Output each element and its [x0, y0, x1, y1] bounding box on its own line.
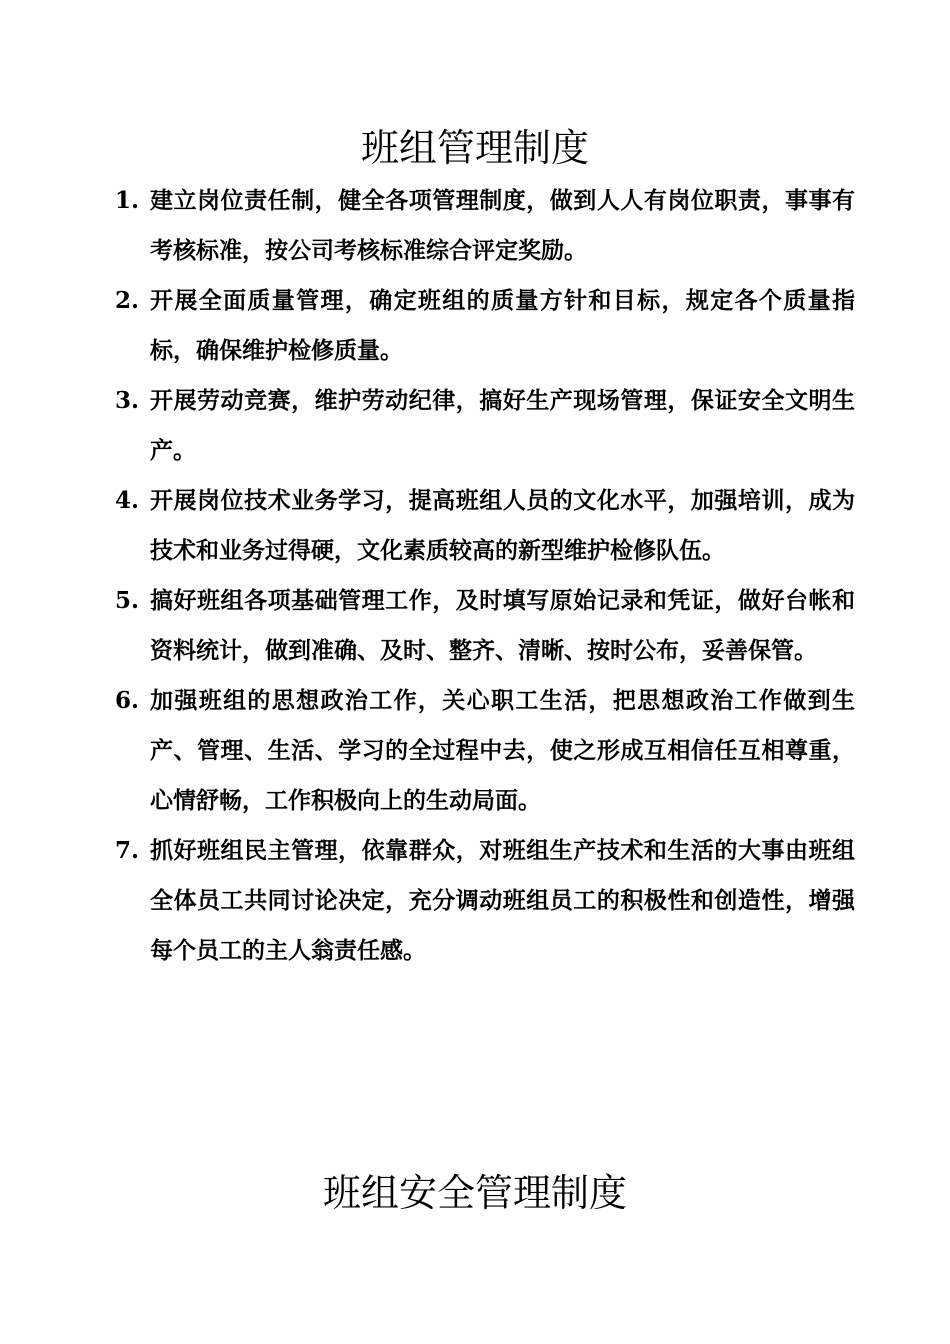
list-item — [115, 276, 855, 376]
list-item-text: 抓好班组民主管理，依靠群众，对班组生产技术和生活的大事由班组全体员工共同讨论决定，充分调动班组员工的积极性和创造性，增强每个员工的主人翁责任感。 — [150, 837, 855, 964]
list-item-number: 5. — [115, 587, 140, 614]
list-item-text: 开展劳动竞赛，维护劳动纪律，搞好生产现场管理，保证安全文明生产。 — [150, 387, 855, 464]
section-title: 班组安全管理制度 — [322, 1171, 627, 1215]
rules-list — [115, 176, 855, 976]
list-item-number: 1. — [115, 187, 140, 214]
list-item-number: 2. — [115, 287, 140, 314]
list-item — [115, 676, 855, 826]
list-item-text: 开展全面质量管理，确定班组的质量方针和目标，规定各个质量指标，确保维护检修质量。 — [150, 287, 855, 364]
list-item-text: 开展岗位技术业务学习，提高班组人员的文化水平，加强培训，成为技术和业务过得硬，文化素质较高的新型维护检修队伍。 — [150, 487, 855, 564]
list-item — [115, 376, 855, 476]
list-item — [115, 476, 855, 576]
page-title: 班组管理制度 — [360, 126, 589, 170]
list-item-number: 4. — [115, 487, 140, 514]
list-item-text: 建立岗位责任制，健全各项管理制度，做到人人有岗位职责，事事有考核标准，按公司考核标准综合评定奖励。 — [150, 187, 855, 264]
list-item — [115, 826, 855, 976]
list-item-text: 搞好班组各项基础管理工作，及时填写原始记录和凭证，做好台帐和资料统计，做到准确、及时、整齐、清晰、按时公布，妥善保管。 — [150, 587, 855, 664]
list-item — [115, 176, 855, 276]
list-item — [115, 576, 855, 676]
list-item-number: 3. — [115, 387, 140, 414]
list-item-number: 6. — [115, 687, 140, 714]
list-item-text: 加强班组的思想政治工作，关心职工生活，把思想政治工作做到生产、管理、生活、学习的全过程中去，使之形成互相信任互相尊重，心情舒畅，工作积极向上的生动局面。 — [150, 687, 855, 814]
list-item-number: 7. — [115, 837, 140, 864]
